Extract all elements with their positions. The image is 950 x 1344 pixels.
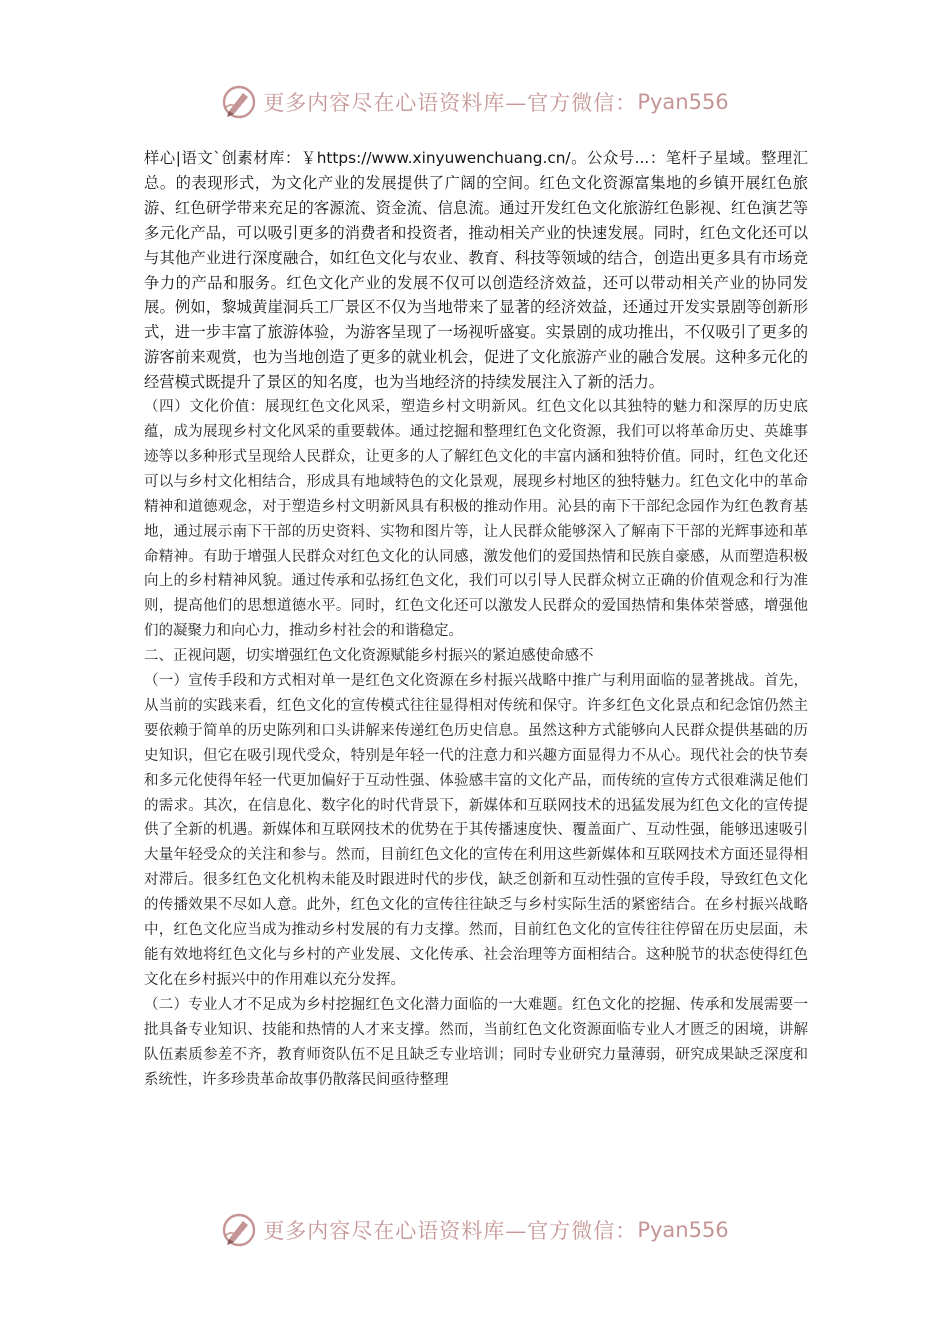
document-body bbox=[144, 146, 808, 1092]
paragraph-cultural-value: （四）文化价值：展现红色文化风采，塑造乡村文明新风。红色文化以其独特的魅力和深厚的历史底蕴，成为展现乡村文化风采的重要载体。通过挖掘和整理红色文化资源，我们可以将革命历史、英雄事迹等以多种形式呈现给人民群众，让更多的人了解红色文化的丰富内涵和独特价值。同时，红色文化还可以与乡村文化相结合，形成具有地域特色的文化景观，展现乡村地区的独特魅力。红色文化中的革命精神和道德观念，对于塑造乡村文明新风具有积极的推动作用。沁县的南下干部纪念园作为红色教育基地，通过展示南下干部的历史资料、实物和图片等，让人民群众能够深入了解南下干部的光辉事迹和革命精神。有助于增强人民群众对红色文化的认同感，激发他们的爱国热情和民族自豪感，从而塑造积极向上的乡村精神风貌。通过传承和弘扬红色文化，我们可以引导人民群众树立正确的价值观念和行为准则，提高他们的思想道德水平。同时，红色文化还可以激发人民群众的爱国热情和集体荣誉感，增强他们的凝聚力和向心力，推动乡村社会的和谐稳定。 bbox=[144, 399, 808, 640]
banner-text: 更多内容尽在心语资料库—官方微信： bbox=[263, 1219, 638, 1243]
header-banner bbox=[0, 80, 950, 124]
section-heading: 二、正视问题，切实增强红色文化资源赋能乡村振兴的紧迫感使命感不 bbox=[144, 648, 594, 665]
banner-text: 更多内容尽在心语资料库—官方微信： bbox=[263, 91, 638, 115]
paragraph-talent: （二）专业人才不足成为乡村挖掘红色文化潜力面临的一大难题。红色文化的挖掘、传承和发展需要一批具备专业知识、技能和热情的人才来支撑。然而，当前红色文化资源面临专业人才匮乏的困境，讲解队伍素质参差不齐，教育师资队伍不足且缺乏专业培训；同时专业研究力量薄弱，研究成果缺乏深度和系统性，许多珍贵革命故事仍散落民间亟待整理 bbox=[144, 996, 808, 1088]
banner-wechat-id: Pyan556 bbox=[637, 90, 729, 114]
pen-logo-icon bbox=[221, 1212, 257, 1248]
paragraph-intro: 样心|语文`创素材库：￥https://www.xinyuwenchuang.cn/。公众号...：笔杆子星域。整理汇总。的表现形式，为文化产业的发展提供了广阔的空间。红色文化资源富集地的乡镇开展红色旅游、红色研学带来充足的客源流、资金流、信息流。通过开发红色文化旅游红色影视、红色演艺等多元化产品，可以吸引更多的消费者和投资者，推动相关产业的快速发展。同时，红色文化还可以与其他产业进行深度融合，如红色文化与农业、教育、科技等领域的结合，创造出更多具有市场竞争力的产品和服务。红色文化产业的发展不仅可以创造经济效益，还可以带动相关产业的协同发展。例如，黎城黄崖洞兵工厂景区不仅为当地带来了显著的经济效益，还通过开发实景剧等创新形式，进一步丰富了旅游体验，为游客呈现了一场视听盛宴。实景剧的成功推出，不仅吸引了更多的游客前来观赏，也为当地创造了更多的就业机会，促进了文化旅游产业的融合发展。这种多元化的经营模式既提升了景区的知名度，也为当地经济的持续发展注入了新的活力。 bbox=[144, 149, 808, 392]
footer-banner bbox=[0, 1208, 950, 1252]
pen-logo-icon bbox=[221, 84, 257, 120]
paragraph-publicity: （一）宣传手段和方式相对单一是红色文化资源在乡村振兴战略中推广与利用面临的显著挑战。首先，从当前的实践来看，红色文化的宣传模式往往显得相对传统和保守。许多红色文化景点和纪念馆仍然主要依赖于简单的历史陈列和口头讲解来传递红色历史信息。虽然这种方式能够向人民群众提供基础的历史知识，但它在吸引现代受众，特别是年轻一代的注意力和兴趣方面显得力不从心。现代社会的快节奏和多元化使得年轻一代更加偏好于互动性强、体验感丰富的文化产品，而传统的宣传方式很难满足他们的需求。其次，在信息化、数字化的时代背景下，新媒体和互联网技术的迅猛发展为红色文化的宣传提供了全新的机遇。新媒体和互联网技术的优势在于其传播速度快、覆盖面广、互动性强，能够迅速吸引大量年轻受众的关注和参与。然而，目前红色文化的宣传在利用这些新媒体和互联网技术方面还显得相对滞后。很多红色文化机构未能及时跟进时代的步伐，缺乏创新和互动性强的宣传手段，导致红色文化的传播效果不尽如人意。此外，红色文化的宣传往往缺乏与乡村实际生活的紧密结合。在乡村振兴战略中，红色文化应当成为推动乡村发展的有力支撑。然而，目前红色文化的宣传往往停留在历史层面，未能有效地将红色文化与乡村的产业发展、文化传承、社会治理等方面相结合。这种脱节的状态使得红色文化在乡村振兴中的作用难以充分发挥。 bbox=[144, 673, 808, 988]
banner-wechat-id: Pyan556 bbox=[637, 1218, 729, 1242]
